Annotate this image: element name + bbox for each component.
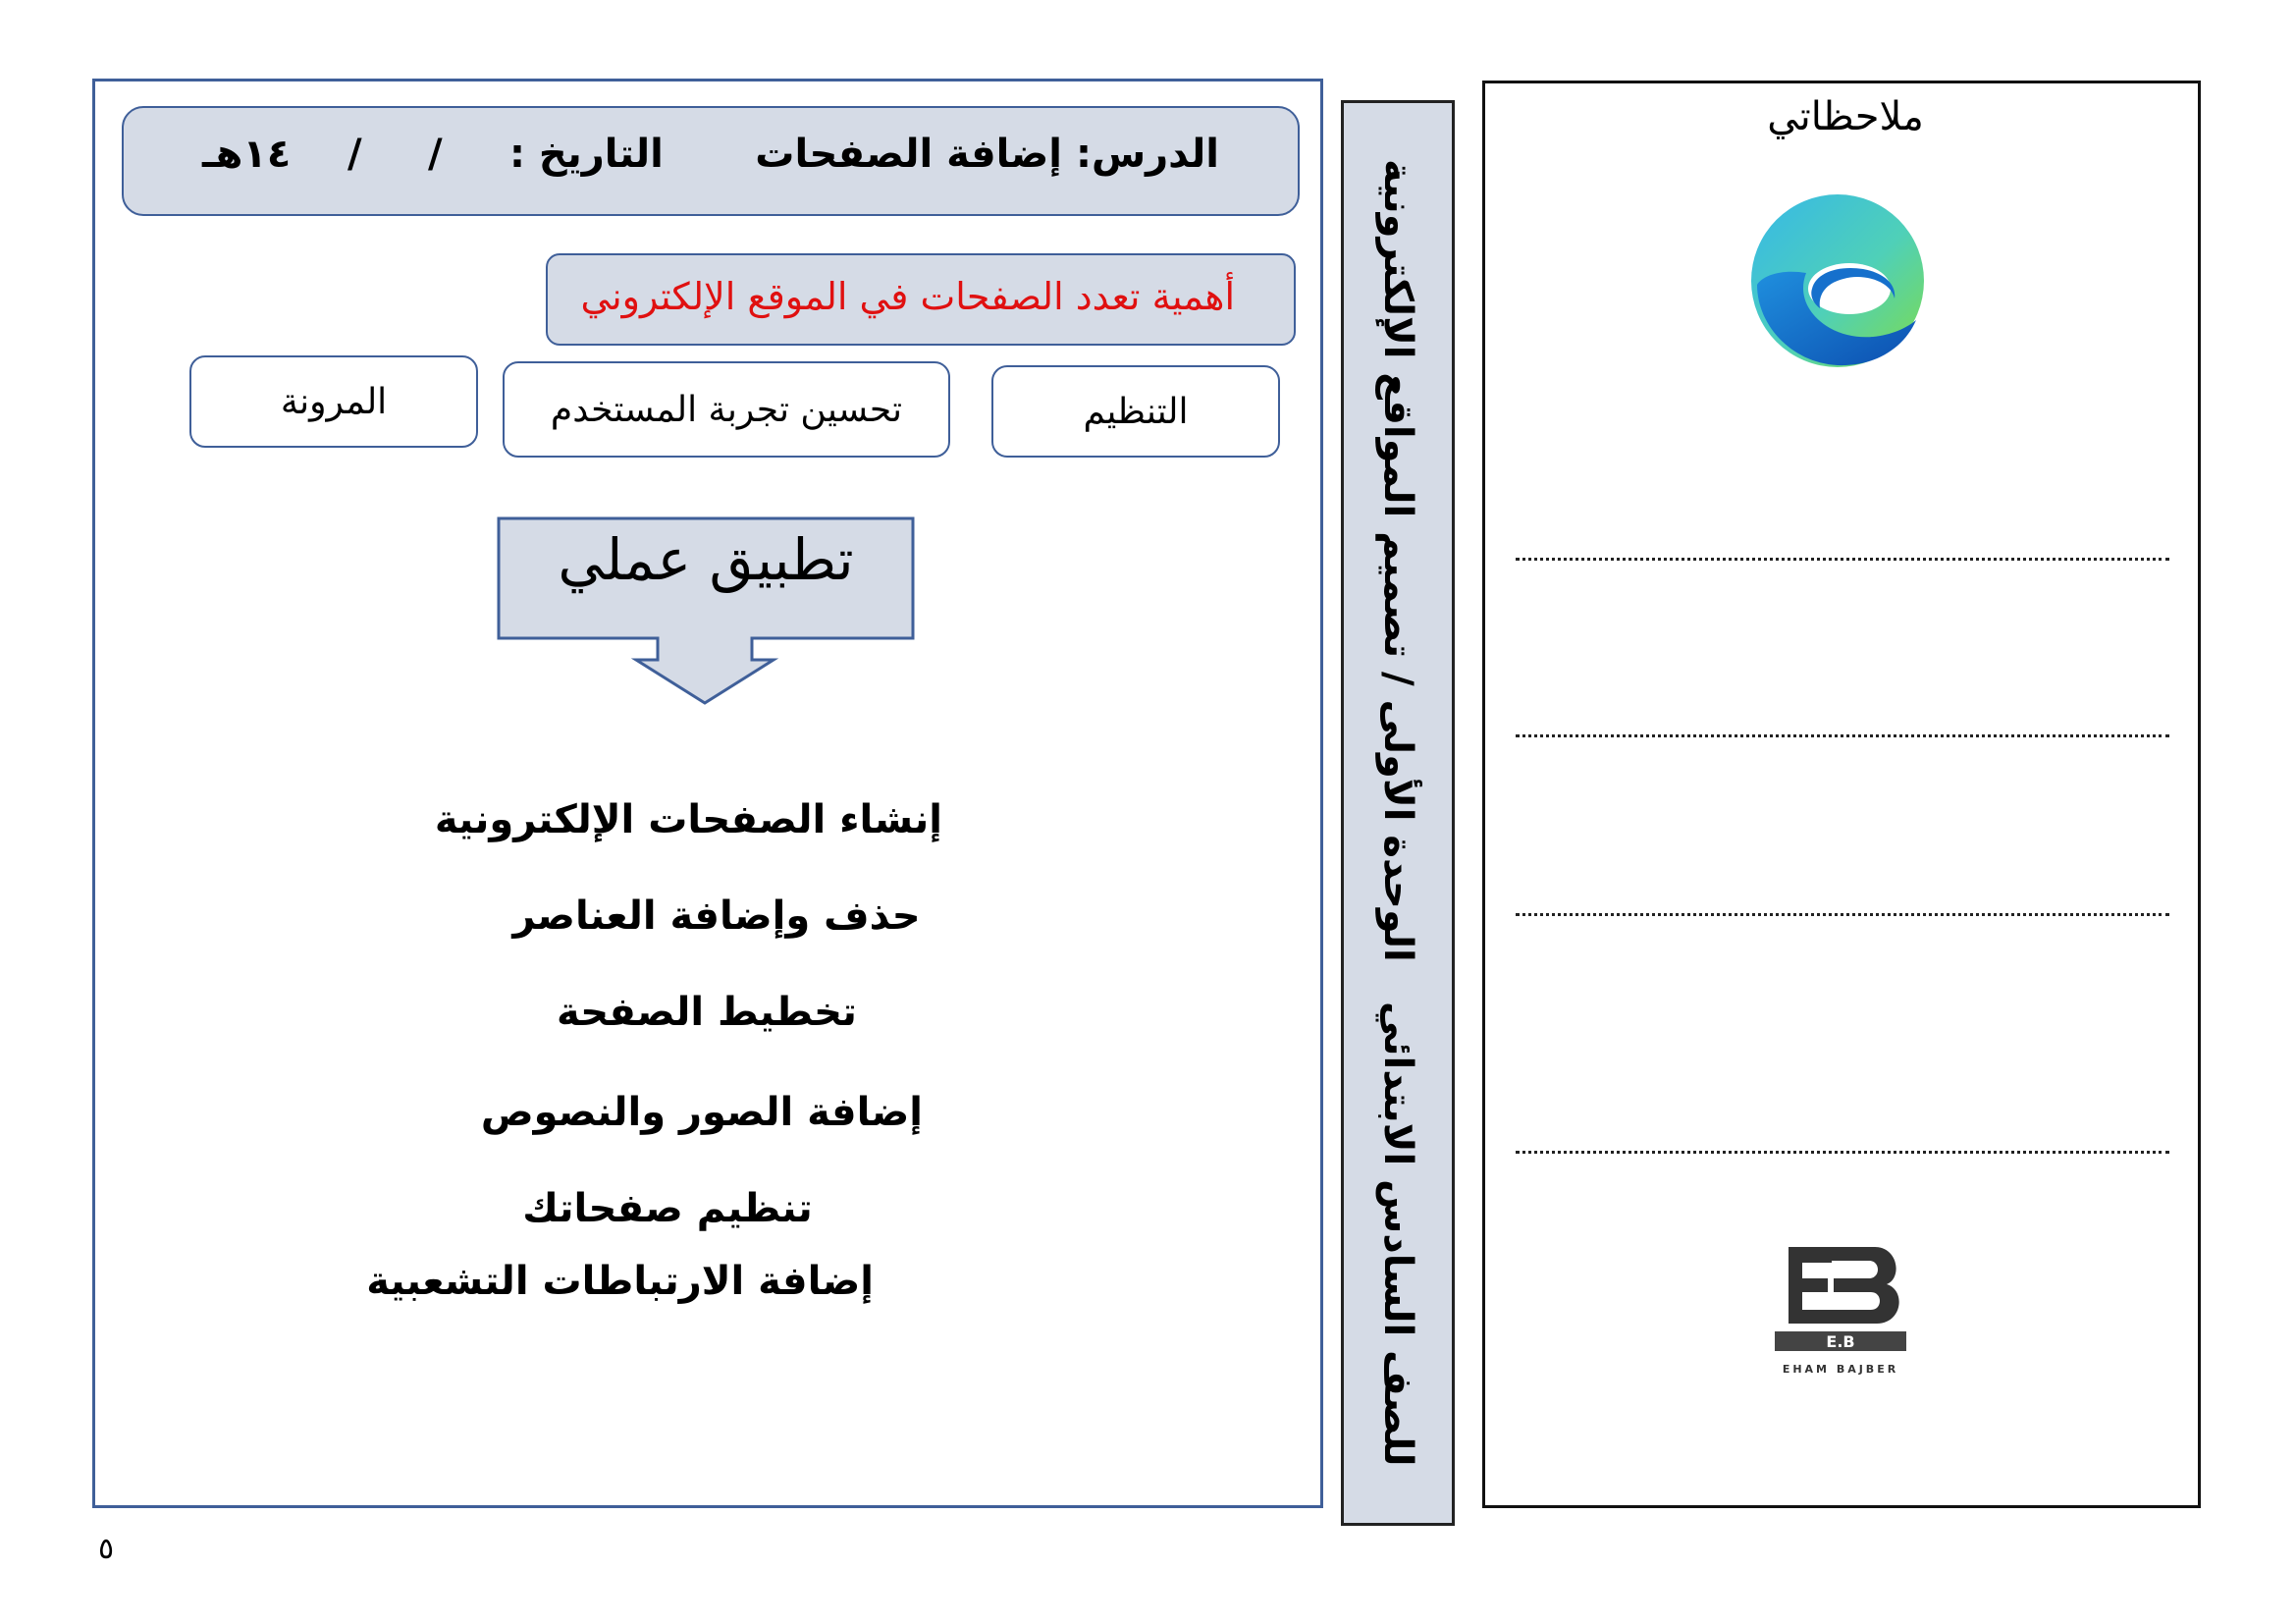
unit-title: الوحدة الأولى / تصميم المواقع الإلكترونية bbox=[1375, 159, 1420, 962]
unit-side-text bbox=[1341, 100, 1455, 1526]
importance-item-organization: التنظيم bbox=[991, 365, 1280, 458]
notes-line bbox=[1516, 1151, 2169, 1154]
importance-item-flexibility: المرونة bbox=[189, 355, 478, 448]
page-number: ٥ bbox=[98, 1532, 115, 1566]
eb-logo-caption: EHAM BAJBER bbox=[1782, 1363, 1899, 1376]
date-separator: / bbox=[347, 132, 362, 177]
practical-title: تطبيق عملي bbox=[558, 526, 854, 593]
topic-item: إضافة الارتباطات التشعبية bbox=[366, 1259, 874, 1304]
notes-line bbox=[1516, 558, 2169, 561]
notes-title: ملاحظاتي bbox=[1767, 94, 1924, 139]
date-label: التاريخ : bbox=[509, 132, 664, 177]
topic-item: تخطيط الصفحة bbox=[557, 990, 857, 1035]
topic-item: إنشاء الصفحات الإلكترونية bbox=[434, 797, 942, 842]
importance-item-user-experience: تحسين تجربة المستخدم bbox=[503, 361, 950, 458]
importance-heading-box bbox=[546, 253, 1296, 346]
notes-line bbox=[1516, 734, 2169, 737]
eb-logo-letters: E.B bbox=[1826, 1332, 1855, 1351]
eb-logo bbox=[1749, 1239, 1926, 1386]
topic-item: تنظيم صفحاتك bbox=[522, 1186, 813, 1231]
notes-line bbox=[1516, 913, 2169, 916]
date-separator: / bbox=[428, 132, 443, 177]
edge-browser-icon bbox=[1747, 190, 1928, 371]
lesson-header bbox=[122, 106, 1300, 216]
topic-item: حذف وإضافة العناصر bbox=[512, 893, 921, 939]
topic-item: إضافة الصور والنصوص bbox=[480, 1090, 923, 1135]
importance-heading: أهمية تعدد الصفحات في الموقع الإلكتروني bbox=[580, 275, 1235, 318]
date-hijri-year: ١٤هـ bbox=[202, 132, 292, 177]
grade-label: للصف السادس الابتدائي bbox=[1375, 1001, 1420, 1467]
lesson-title: الدرس: إضافة الصفحات bbox=[755, 132, 1219, 177]
